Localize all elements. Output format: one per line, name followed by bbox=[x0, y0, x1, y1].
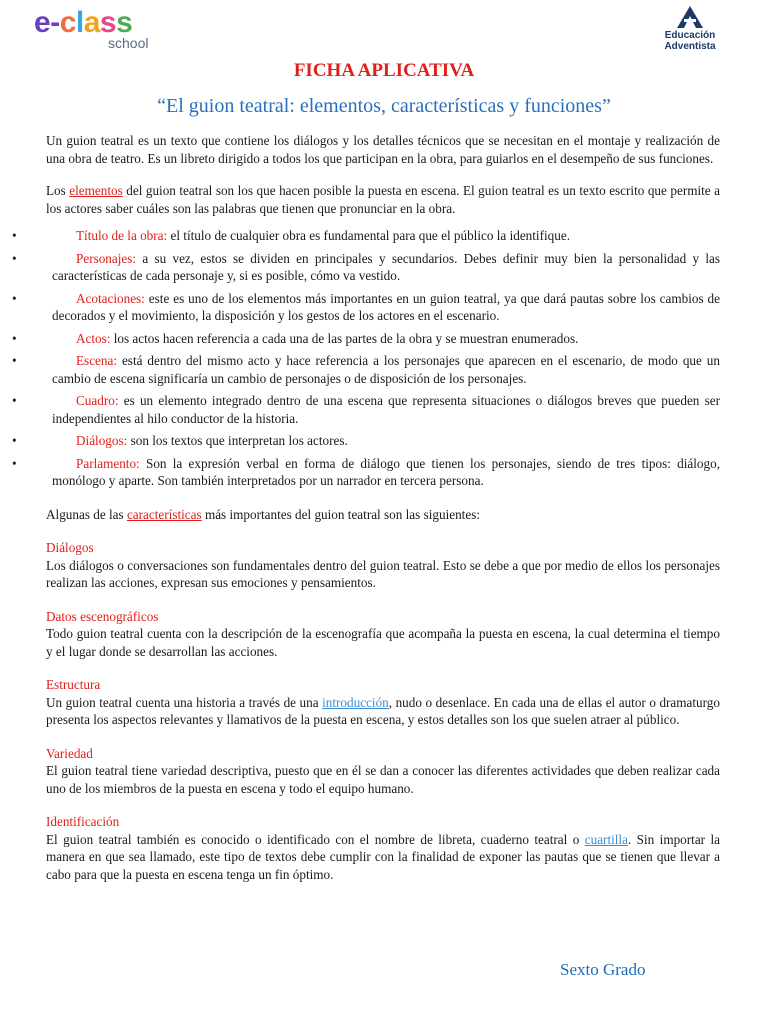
logo-part: l bbox=[75, 6, 84, 39]
adventista-emblem-icon bbox=[677, 6, 703, 28]
page-title: FICHA APLICATIVA bbox=[293, 60, 475, 81]
text: . Sin importar la manera en que sea llamado, este tipo de textos debe cumplir con la finalidad de exponer las pautas que se tienen que llevar a cabo para que la puesta en escena tenga un fin óptimo. bbox=[46, 831, 720, 882]
element-text: los actos hacen referencia a cada una de las partes de la obra y se muestran enumerados. bbox=[110, 330, 579, 346]
eclass-logo bbox=[34, 8, 164, 52]
section-heading: Datos escenográficos bbox=[46, 608, 159, 624]
section-text bbox=[46, 831, 720, 884]
elements-list bbox=[28, 227, 720, 490]
element-term: Personajes: bbox=[76, 250, 137, 266]
characteristics-paragraph bbox=[46, 506, 720, 524]
element-text: son los textos que interpretan los actores. bbox=[127, 433, 348, 448]
section-heading: Estructura bbox=[46, 677, 101, 692]
section-text: Los diálogos o conversaciones son fundamentales dentro del guion teatral. Esto se debe a que por medio de ellos los personajes realizan las acciones, expresan sus emociones y pensamientos. bbox=[46, 557, 720, 590]
list-item bbox=[28, 330, 720, 348]
page-subtitle: “El guion teatral: elementos, características y funciones” bbox=[157, 95, 611, 117]
elementos-link[interactable]: elementos bbox=[69, 183, 123, 198]
element-text: es un elemento integrado dentro de una escena que representa situaciones o diálogos breves que pueden ser independientes al hilo conductor de la historia. bbox=[52, 393, 720, 426]
element-term: Actos: bbox=[76, 330, 111, 346]
document-body bbox=[46, 132, 720, 899]
logo-part: e- bbox=[34, 6, 60, 39]
caracteristicas-link[interactable]: características bbox=[126, 506, 202, 522]
element-term: Parlamento: bbox=[76, 455, 140, 471]
text: más importantes del guion teatral son las siguientes: bbox=[201, 506, 480, 522]
section-datos-escenograficos bbox=[46, 608, 720, 661]
text: El guion teatral también es conocido o identificado con el nombre de libreta, cuaderno teatral o bbox=[46, 831, 585, 847]
header bbox=[0, 0, 768, 60]
section-dialogos bbox=[46, 539, 720, 592]
cuartilla-link[interactable]: cuartilla bbox=[584, 831, 628, 847]
logo-part: s bbox=[99, 6, 117, 39]
list-item bbox=[28, 392, 720, 427]
element-text: está dentro del mismo acto y hace referencia a los personajes que aparecen en el escenario, de modo que un cambio de escena significaría un cambio de personajes o de disposición de los personajes. bbox=[52, 353, 720, 386]
intro-paragraph: Un guion teatral es un texto que contiene los diálogos y los detalles técnicos que se necesitan en el montaje y realización de una obra de teatro. Es un libreto dirigido a todos los que participan en la obra, para guiarlos en el desempeño de sus funciones. bbox=[46, 133, 720, 166]
introduccion-link[interactable]: introducción bbox=[322, 694, 389, 710]
section-heading: Identificación bbox=[46, 814, 120, 829]
eclass-school-label: school bbox=[108, 35, 149, 51]
list-item bbox=[28, 455, 720, 490]
logo-line-1: Educación bbox=[664, 30, 716, 41]
element-term: Cuadro: bbox=[76, 393, 119, 408]
text: Algunas de las bbox=[46, 506, 127, 522]
list-item bbox=[28, 250, 720, 285]
list-item bbox=[28, 352, 720, 387]
section-text: Todo guion teatral cuenta con la descripción de la escenografía que acompaña la puesta en escena, la cual determina el tiempo y el lugar donde se desarrollan las acciones. bbox=[46, 626, 720, 659]
section-heading: Diálogos bbox=[46, 540, 94, 555]
section-identificacion bbox=[46, 813, 720, 883]
list-item bbox=[28, 227, 720, 245]
text: Los bbox=[46, 183, 70, 198]
logo-part: a bbox=[83, 6, 100, 39]
element-term: Diálogos: bbox=[76, 433, 128, 448]
section-estructura bbox=[46, 676, 720, 729]
element-text: a su vez, estos se dividen en principales y secundarios. Debes definir muy bien la personalidad y las características de cada personaje y, si es posible, cómo va vestido. bbox=[52, 250, 720, 283]
section-text: El guion teatral tiene variedad descriptiva, puesto que en él se dan a conocer las diferentes actividades que deben realizar cada uno de los miembros de la puesta en escena y todo el equipo humano. bbox=[46, 763, 720, 796]
elements-paragraph bbox=[46, 182, 720, 217]
element-term: Título de la obra: bbox=[76, 228, 168, 243]
educacion-adventista-logo bbox=[650, 6, 730, 54]
logo-part: c bbox=[59, 6, 76, 39]
text: del guion teatral son los que hacen posible la puesta en escena. El guion teatral es un texto escrito que permite a los actores saber cuáles son las palabras que tienen que pronunciar en la obra. bbox=[46, 183, 720, 216]
section-heading: Variedad bbox=[46, 745, 93, 761]
logo-line-2: Adventista bbox=[664, 41, 716, 52]
element-term: Escena: bbox=[76, 353, 118, 368]
logo-part: s bbox=[116, 6, 133, 39]
list-item bbox=[28, 432, 720, 450]
text: Un guion teatral cuenta una historia a través de una bbox=[46, 694, 323, 710]
element-text: Son la expresión verbal en forma de diálogo que tienen los personajes, siendo de tres tipos: diálogo, monólogo y aparte. Son también interpretados por un narrador en tercera persona. bbox=[52, 455, 720, 488]
text: , nudo o desenlace. En cada una de ellas el autor o dramaturgo presenta los aspectos relevantes y llamativos de la puesta en escena, y estos detalles son los que suelen atraer al público. bbox=[46, 694, 720, 727]
element-text: el título de cualquier obra es fundamental para que el público la identifique. bbox=[167, 228, 570, 243]
list-item bbox=[28, 290, 720, 325]
section-text bbox=[46, 694, 720, 729]
element-text: este es uno de los elementos más importantes en un guion teatral, ya que dará pautas sobre los cambios de decorados y el movimiento, la disposición y los gestos de los actores en el escenario. bbox=[52, 290, 720, 323]
element-term: Acotaciones: bbox=[76, 290, 145, 306]
eclass-wordmark bbox=[34, 8, 164, 38]
section-variedad bbox=[46, 745, 720, 798]
grade-label: Sexto Grado bbox=[560, 960, 646, 979]
